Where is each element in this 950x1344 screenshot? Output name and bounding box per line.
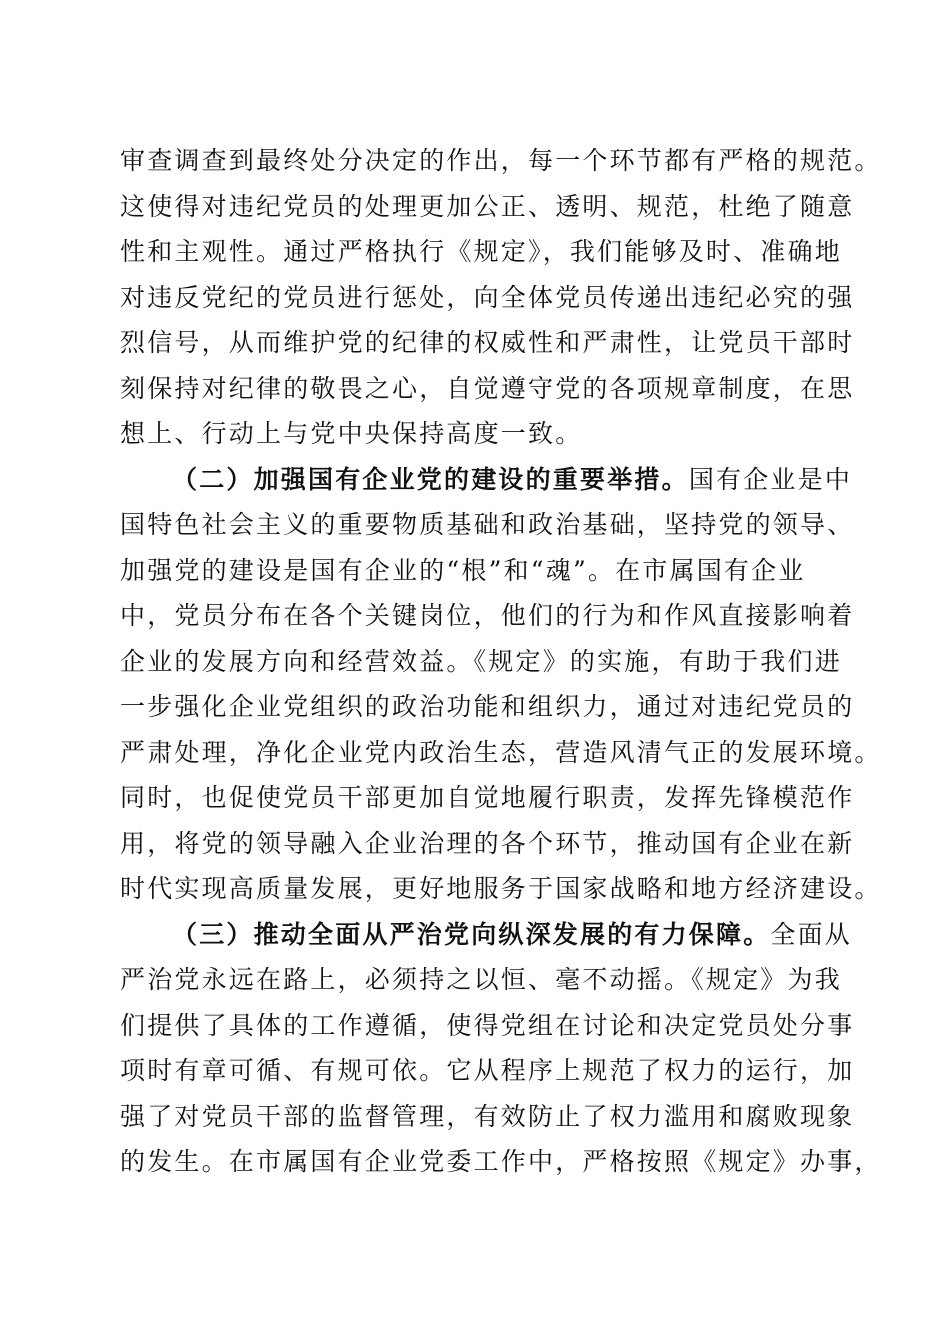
text-line: 企业的发展方向和经营效益。《规定》的实施，有助于我们进	[120, 646, 842, 676]
text-line: 们提供了具体的工作遵循，使得党组在讨论和决定党员处分事	[120, 1010, 855, 1040]
text-line: 一步强化企业党组织的政治功能和组织力，通过对违纪党员的	[120, 692, 855, 721]
section-heading-3: （三）推动全面从严治党向纵深发展的有力保障。	[172, 919, 771, 949]
text-line: 项时有章可循、有规可依。它从程序上规范了权力的运行，加	[120, 1056, 855, 1085]
document-body	[120, 138, 882, 1185]
text-line: 时代实现高质量发展，更好地服务于国家战略和地方经济建设。	[120, 874, 882, 903]
text-line: 性和主观性。通过严格执行《规定》，我们能够及时、准确地	[120, 237, 842, 266]
text-line: 刻保持对纪律的敬畏之心，自觉遵守党的各项规章制度，在思	[120, 373, 855, 403]
section-heading-2: （二）加强国有企业党的建设的重要举措。	[172, 464, 689, 494]
text-line: 中，党员分布在各个关键岗位，他们的行为和作风直接影响着	[120, 601, 855, 630]
text-line: 加强党的建设是国有企业的“根”和“魂”。在市属国有企业	[120, 555, 806, 585]
paragraph-2	[120, 457, 882, 912]
paragraph-1	[120, 138, 882, 457]
text-line: 这使得对违纪党员的处理更加公正、透明、规范，杜绝了随意	[120, 191, 855, 221]
text-line: 审查调查到最终处分决定的作出，每一个环节都有严格的规范。	[120, 146, 882, 175]
text-line	[120, 457, 853, 503]
text-line: 的发生。在市属国有企业党委工作中，严格按照《规定》办事，	[120, 1147, 882, 1176]
text-line: 烈信号，从而维护党的纪律的权威性和严肃性，让党员干部时	[120, 328, 855, 357]
text-line	[120, 912, 853, 958]
text-line: 强了对党员干部的监督管理，有效防止了权力滥用和腐败现象	[120, 1101, 855, 1131]
text-line: 严肃处理，净化企业党内政治生态，营造风清气正的发展环境。	[120, 737, 882, 767]
text-run: 全面从	[770, 919, 853, 949]
text-line: 想上、行动上与党中央保持高度一致。	[120, 419, 583, 448]
text-line: 国特色社会主义的重要物质基础和政治基础，坚持党的领导、	[120, 510, 855, 539]
text-line: 用，将党的领导融入企业治理的各个环节，推动国有企业在新	[120, 828, 855, 858]
text-run: 国有企业是中	[688, 464, 853, 494]
paragraph-3	[120, 912, 882, 1185]
text-line: 同时，也促使党员干部更加自觉地履行职责，发挥先锋模范作	[120, 783, 855, 812]
text-line: 对违反党纪的党员进行惩处，向全体党员传递出违纪必究的强	[120, 282, 855, 312]
text-line: 严治党永远在路上，必须持之以恒、毫不动摇。《规定》为我	[120, 965, 842, 994]
